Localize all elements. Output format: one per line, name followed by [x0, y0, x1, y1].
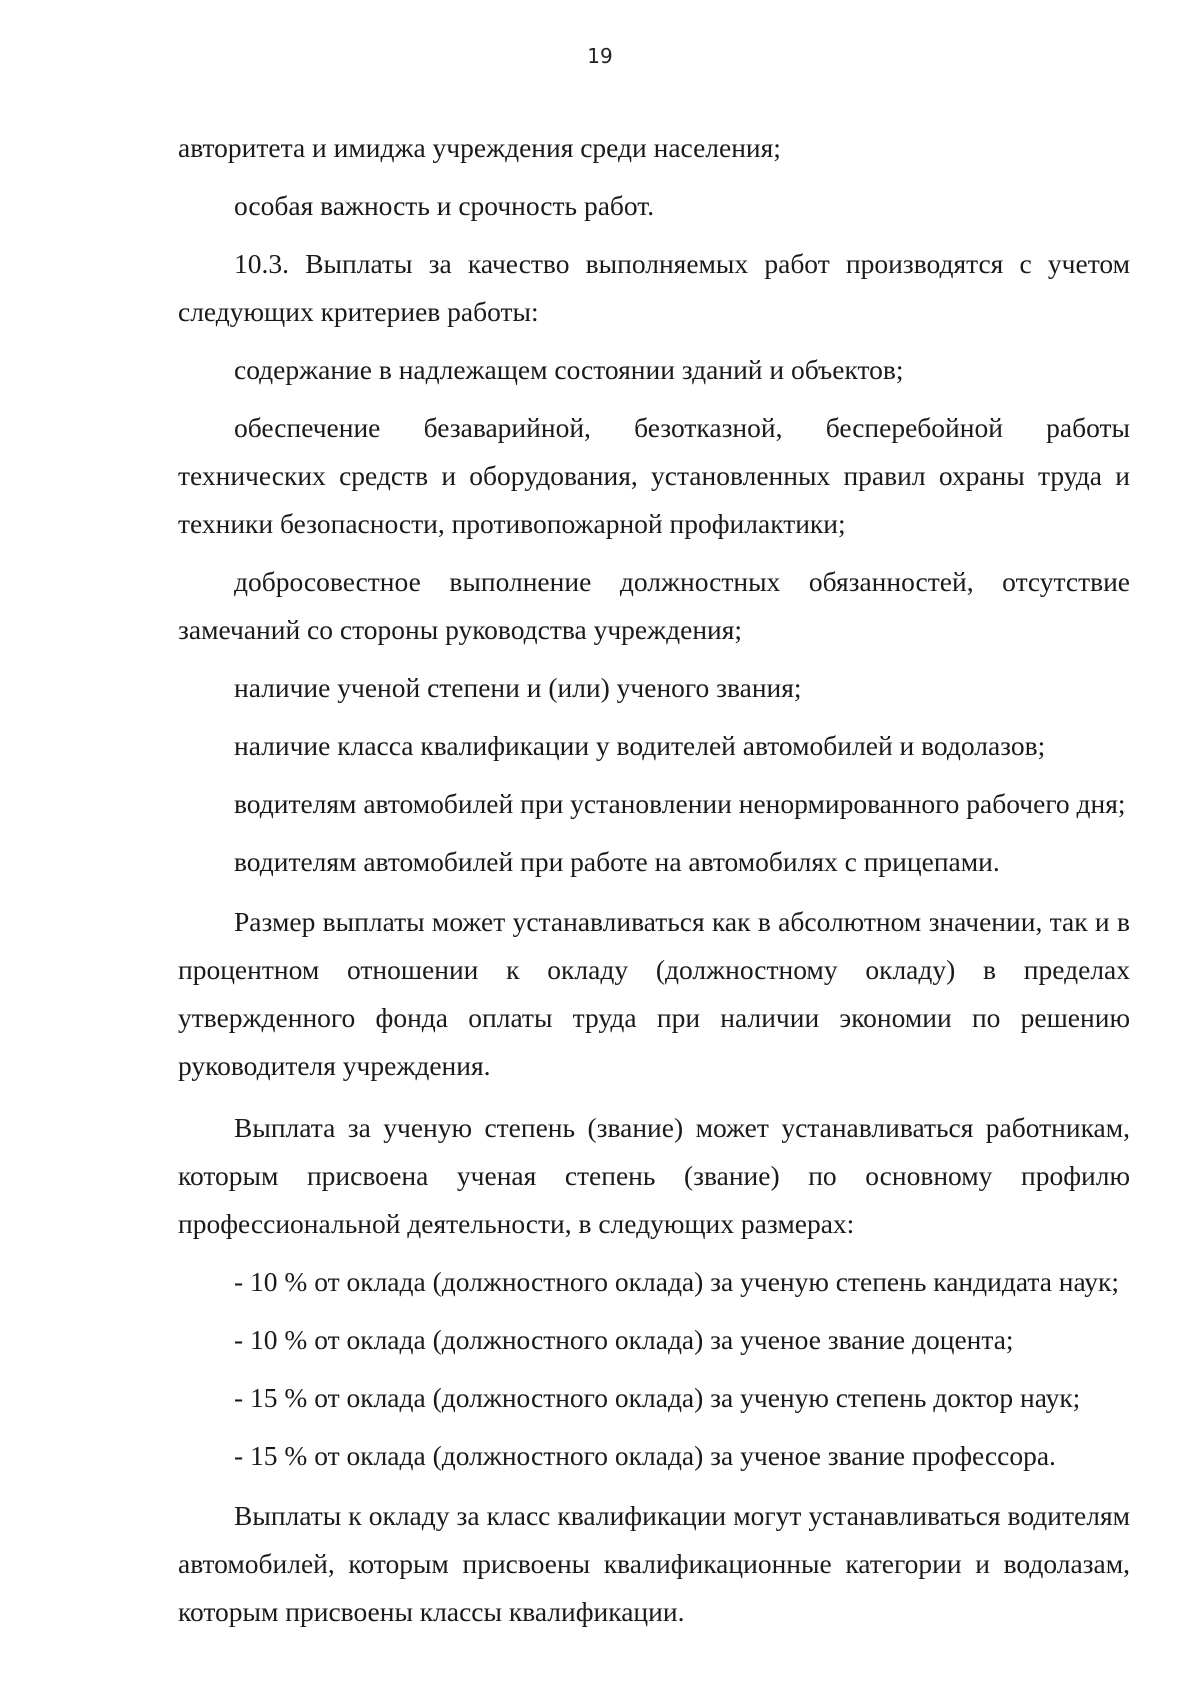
paragraph: водителям автомобилей при работе на автомобилях с прицепами.	[234, 846, 1000, 877]
paragraph: наличие класса квалификации у водителей автомобилей и водолазов;	[234, 730, 1046, 761]
paragraph: особая важность и срочность работ.	[234, 190, 655, 221]
paragraph: добросовестное выполнение должностных обязанностей, отсутствие замечаний со стороны руководства учреждения;	[178, 566, 1130, 645]
list-item: - 10 % от оклада (должностного оклада) за ученую степень кандидата наук;	[234, 1266, 1120, 1297]
paragraph: водителям автомобилей при установлении ненормированного рабочего дня;	[234, 788, 1126, 819]
document-body	[178, 124, 1130, 1636]
page-number: 19	[587, 44, 613, 68]
paragraph: Размер выплаты может устанавливаться как в абсолютном значении, так и в процентном отношении к окладу (должностному окладу) в пределах утвержденного фонда оплаты труда при наличии экономии по решению руководителя учреждения.	[178, 906, 1130, 1081]
list-item: - 15 % от оклада (должностного оклада) за ученое звание профессора.	[234, 1440, 1056, 1471]
paragraph: авторитета и имиджа учреждения среди населения;	[178, 132, 781, 163]
paragraph: содержание в надлежащем состоянии зданий и объектов;	[234, 354, 904, 385]
list-item: - 15 % от оклада (должностного оклада) за ученую степень доктор наук;	[234, 1382, 1081, 1413]
list-item: - 10 % от оклада (должностного оклада) за ученое звание доцента;	[234, 1324, 1014, 1355]
paragraph: обеспечение безаварийной, безотказной, бесперебойной работы технических средств и оборудования, установленных правил охраны труда и техники безопасности, противопожарной профилактики;	[178, 412, 1130, 539]
paragraph: наличие ученой степени и (или) ученого звания;	[234, 672, 802, 703]
paragraph: 10.3. Выплаты за качество выполняемых работ производятся с учетом следующих критериев работы:	[178, 248, 1130, 327]
paragraph: Выплата за ученую степень (звание) может устанавливаться работникам, которым присвоена ученая степень (звание) по основному профилю профессиональной деятельности, в следующих размерах:	[178, 1112, 1130, 1239]
paragraph: Выплаты к окладу за класс квалификации могут устанавливаться водителям автомобилей, которым присвоены квалификационные категории и водолазам, которым присвоены классы квалификации.	[178, 1500, 1130, 1627]
